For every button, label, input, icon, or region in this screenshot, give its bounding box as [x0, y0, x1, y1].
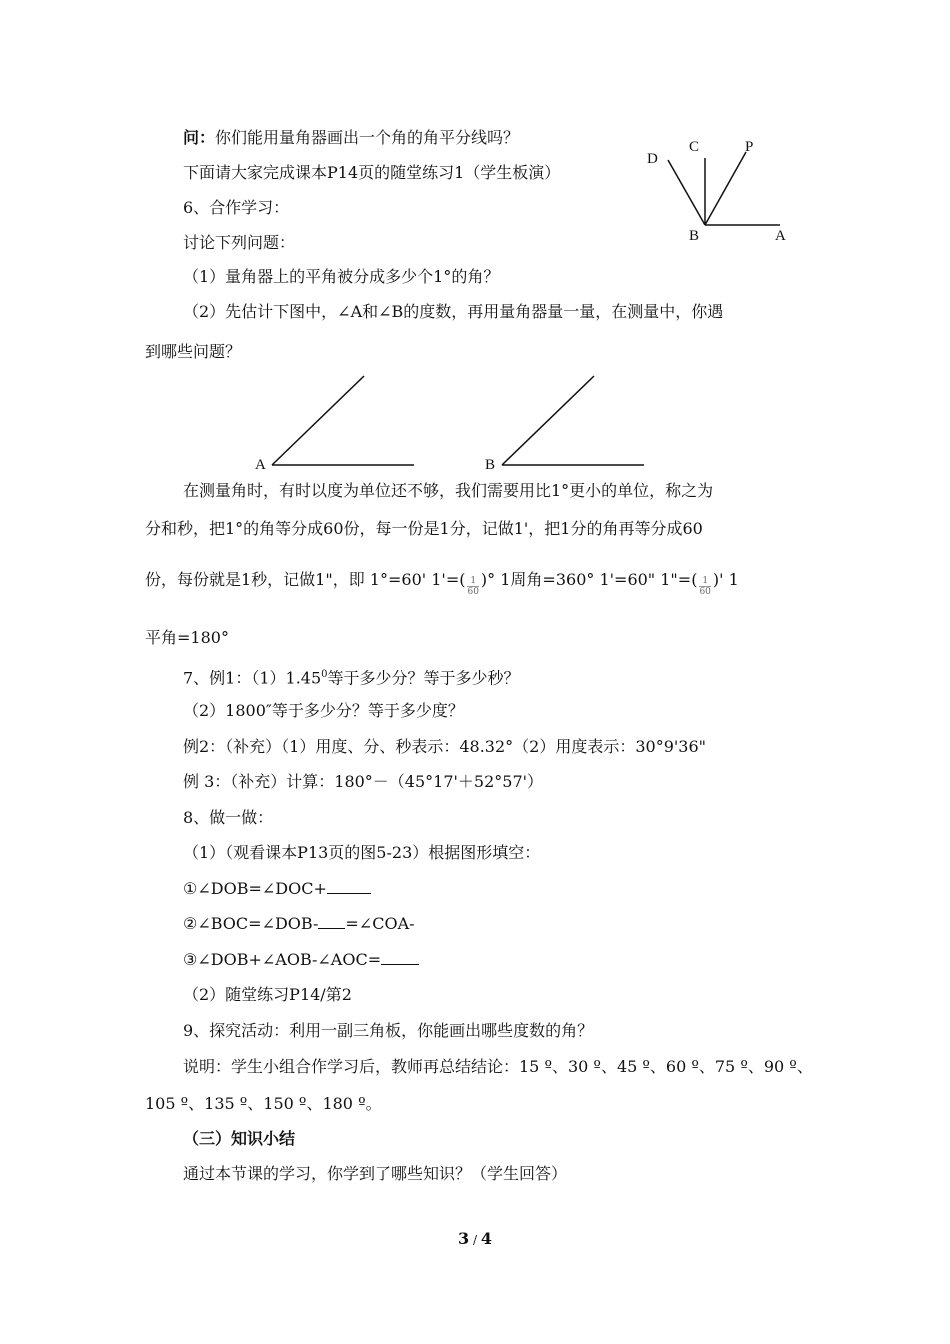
question-label: 问：	[183, 128, 216, 147]
page-number	[0, 1229, 950, 1248]
fill-blank-2	[183, 914, 415, 934]
angle-figure-ab	[250, 370, 670, 475]
page-total: 4	[480, 1229, 492, 1248]
angle-b-ray-1	[502, 376, 594, 465]
fraction-denominator: 60	[467, 587, 479, 597]
text-line: 下面请大家完成课本P14页的随堂练习1（学生板演）	[183, 163, 561, 182]
example-2: 例2：（补充）（1）用度、分、秒表示：48.32°（2）用度表示：30°9'36"	[183, 737, 707, 756]
label-angle-a: A	[255, 457, 266, 473]
example-1-part-2: （2）1800″等于多少分？等于多少度？	[183, 701, 464, 720]
paragraph-line: 分和秒，把1°的角等分成60份，每一份是1分，记做1'，把1分的角再等分成60	[145, 519, 703, 538]
blank	[381, 950, 419, 965]
fraction-1-60	[699, 576, 710, 597]
label-d: D	[647, 151, 658, 167]
section-heading: 6、合作学习：	[183, 198, 290, 217]
blank	[318, 914, 345, 929]
page-separator: /	[469, 1233, 481, 1247]
fraction-1-60	[467, 576, 478, 597]
fill-blank-1	[183, 879, 371, 899]
label-c: C	[689, 139, 700, 155]
summary-heading: （三）知识小结	[183, 1129, 296, 1148]
question-line	[183, 128, 519, 148]
text-line: 讨论下列问题：	[183, 233, 296, 252]
text-span: 7、例1：（1）1.45	[183, 668, 322, 688]
paragraph-line: 在测量角时，有时以度为单位还不够，我们需要用比1°更小的单位，称之为	[183, 481, 714, 500]
label-p: P	[745, 139, 754, 155]
blank	[327, 879, 371, 894]
text-line: （2）随堂练习P14/第2	[183, 985, 352, 1004]
fill-blank-3	[183, 950, 419, 970]
text-line: 到哪些问题？	[145, 342, 242, 361]
section-heading: 9、探究活动：利用一副三角板，你能画出哪些度数的角？	[183, 1021, 594, 1040]
section-heading: 8、做一做：	[183, 808, 274, 827]
page-current: 3	[458, 1229, 470, 1248]
text-span: )° 1周角=360° 1'=60" 1"=(	[480, 570, 698, 589]
example-3: 例 3：（补充）计算：180°－（45°17'＋52°57'）	[183, 772, 544, 791]
text-line: （1）（观看课本P13页的图5-23）根据图形填空：	[183, 843, 541, 862]
text-span: =∠COA-	[345, 914, 415, 933]
text-line: （2）先估计下图中，∠A和∠B的度数，再用量角器量一量，在测量中，你遇	[183, 302, 724, 321]
paragraph-line: 平角=180°	[145, 628, 229, 647]
angle-a-ray-1	[272, 376, 364, 465]
text-line: 105 º、135 º、150 º、180 º。	[145, 1094, 382, 1113]
text-span: 等于多少分？等于多少秒？	[327, 668, 520, 688]
text-span: ①∠DOB=∠DOC+	[183, 879, 327, 898]
fraction-denominator: 60	[699, 587, 711, 597]
text-span: )' 1	[712, 570, 739, 589]
text-span: 份，每份就是1秒，记做1"，即 1°=60' 1'=(	[145, 570, 466, 589]
label-b: B	[689, 228, 700, 244]
superscript: 0	[321, 669, 328, 680]
text-line: 说明：学生小组合作学习后，教师再总结结论：15 º、30 º、45 º、60 º、75 º、90 º、	[183, 1057, 813, 1076]
paragraph-line-units	[145, 570, 739, 597]
fraction-numerator: 1	[699, 576, 710, 587]
ray-bd	[668, 160, 705, 225]
text-span: ③∠DOB+∠AOB-∠AOC=	[183, 950, 382, 969]
text-line: （1）量角器上的平角被分成多少个1°的角？	[183, 267, 500, 286]
question-text: 你们能用量角器画出一个角的角平分线吗？	[215, 128, 520, 147]
ray-bp	[705, 152, 746, 225]
label-a: A	[775, 228, 786, 244]
label-angle-b: B	[485, 457, 496, 473]
fraction-numerator: 1	[467, 576, 478, 587]
text-line: 通过本节课的学习，你学到了哪些知识？（学生回答）	[183, 1164, 568, 1183]
text-span: ②∠BOC=∠DOB-	[183, 914, 319, 933]
angle-figure-rays	[640, 130, 800, 245]
example-1	[183, 665, 520, 688]
